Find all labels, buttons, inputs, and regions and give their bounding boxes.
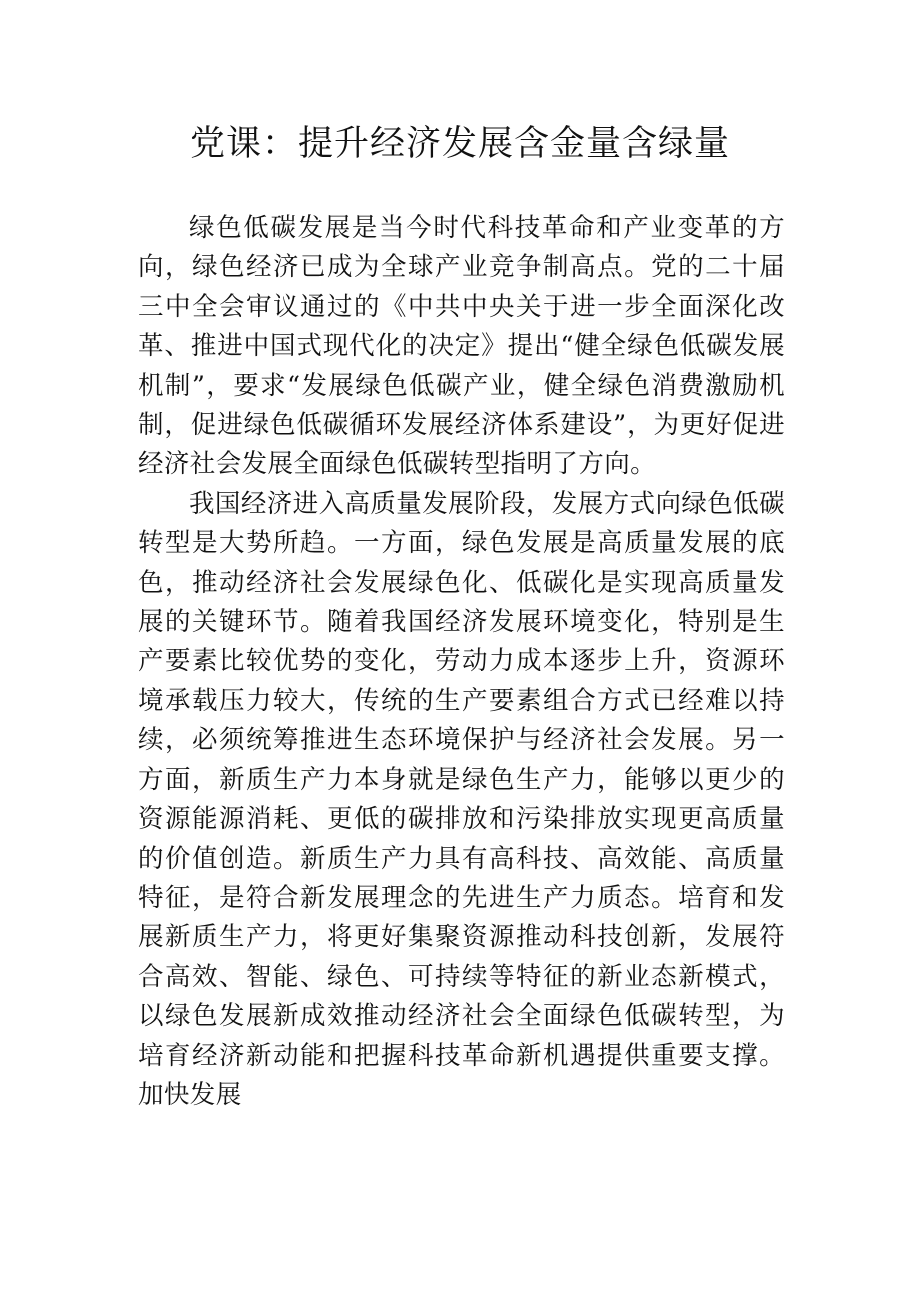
paragraph-1: 绿色低碳发展是当今时代科技革命和产业变革的方向，绿色经济已成为全球产业竞争制高点。党的二十届三中全会审议通过的《中共中央关于进一步全面深化改革、推进中国式现代化的决定》提出“健全绿色低碳发展机制”，要求“发展绿色低碳产业，健全绿色消费激励机制，促进绿色低碳循环发展经济体系建设”，为更好促进经济社会发展全面绿色低碳转型指明了方向。 (138, 213, 785, 480)
document-body (138, 209, 785, 1115)
document-title: 党课：提升经济发展含金量含绿量 (189, 124, 730, 164)
paragraph-2: 我国经济进入高质量发展阶段，发展方式向绿色低碳转型是大势所趋。一方面，绿色发展是高质量发展的底色，推动经济社会发展绿色化、低碳化是实现高质量发展的关键环节。随着我国经济发展环境变化，特别是生产要素比较优势的变化，劳动力成本逐步上升，资源环境承载压力较大，传统的生产要素组合方式已经难以持续，必须统筹推进生态环境保护与经济社会发展。另一方面，新质生产力本身就是绿色生产力，能够以更少的资源能源消耗、更低的碳排放和污染排放实现更高质量的价值创造。新质生产力具有高科技、高效能、高质量特征，是符合新发展理念的先进生产力质态。培育和发展新质生产力，将更好集聚资源推动科技创新，发展符合高效、智能、绿色、可持续等特征的新业态新模式，以绿色发展新成效推动经济社会全面绿色低碳转型，为培育经济新动能和把握科技革命新机遇提供重要支撑。加快发展 (138, 488, 785, 1110)
